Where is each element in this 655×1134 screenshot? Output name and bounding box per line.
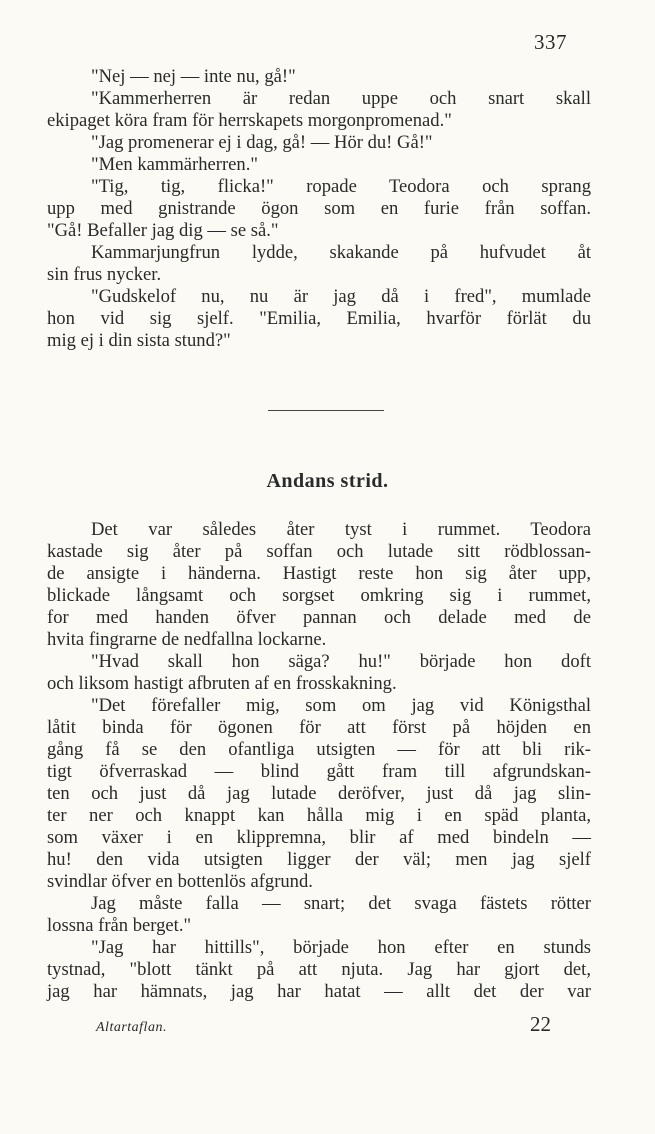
- text-line: Det var således åter tyst i rummet. Teodora: [91, 519, 591, 540]
- text-line: for med handen öfver pannan och delade med de: [47, 607, 591, 628]
- section-title: Andans strid.: [266, 470, 389, 492]
- text-line: "Gudskelof nu, nu är jag då i fred", mumlade: [91, 286, 591, 307]
- text-line: Kammarjungfrun lydde, skakande på hufvudet åt: [91, 242, 591, 263]
- text-line: tystnad, "blott tänkt på att njuta. Jag har gjort det,: [47, 959, 591, 980]
- text-line: hvita fingrarne de nedfallna lockarne.: [47, 629, 327, 650]
- text-line: ter ner och knappt kan hålla mig i en späd planta,: [47, 805, 591, 826]
- text-line: hu! den vida utsigten ligger der väl; men jag sjelf: [47, 849, 591, 870]
- text-line: och liksom hastigt afbruten af en frosskakning.: [47, 673, 397, 694]
- text-line: mig ej i din sista stund?": [47, 330, 231, 351]
- text-line: låtit binda för ögonen för att först på höjden en: [47, 717, 591, 738]
- footer-sheet-number: 22: [530, 1012, 551, 1036]
- text-line: tigt öfverraskad — blind gått fram till afgrundskan-: [47, 761, 591, 782]
- text-line: "Men kammärherren.": [91, 154, 258, 175]
- text-line: "Nej — nej — inte nu, gå!": [91, 66, 296, 87]
- text-line: svindlar öfver en bottenlös afgrund.: [47, 871, 313, 892]
- text-line: jag har hämnats, jag har hatat — allt det der var: [47, 981, 591, 1002]
- text-line: kastade sig åter på soffan och lutade sitt rödblossan-: [47, 541, 591, 562]
- text-line: upp med gnistrande ögon som en furie från soffan.: [47, 198, 591, 219]
- page-number: 337: [534, 30, 567, 54]
- text-line: gång få se den ofantliga utsigten — för att bli rik-: [47, 739, 591, 760]
- text-line: blickade långsamt och sorgset omkring sig i rummet,: [47, 585, 591, 606]
- text-line: "Gå! Befaller jag dig — se så.": [47, 220, 279, 241]
- section-divider: [268, 410, 384, 411]
- text-line: Jag måste falla — snart; det svaga fästets rötter: [91, 893, 591, 914]
- text-line: "Det förefaller mig, som om jag vid Königsthal: [91, 695, 591, 716]
- text-line: sin frus nycker.: [47, 264, 162, 285]
- text-line: "Hvad skall hon säga? hu!" började hon doft: [91, 651, 591, 672]
- text-block-dialogue: [47, 66, 591, 352]
- text-line: "Jag promenerar ej i dag, gå! — Hör du! Gå!": [91, 132, 433, 153]
- text-line: "Kammerherren är redan uppe och snart skall: [91, 88, 591, 109]
- text-line: de ansigte i händerna. Hastigt reste hon sig åter upp,: [47, 563, 591, 584]
- text-line: som växer i en klippremna, blir af med bindeln —: [47, 827, 591, 848]
- text-block-section: [47, 519, 591, 1003]
- text-line: lossna från berget.": [47, 915, 192, 936]
- text-line: "Tig, tig, flicka!" ropade Teodora och sprang: [91, 176, 591, 197]
- text-line: ten och just då jag lutade deröfver, just då jag slin-: [47, 783, 591, 804]
- text-line: ekipaget köra fram för herrskapets morgonpromenad.": [47, 110, 452, 131]
- text-line: hon vid sig sjelf. "Emilia, Emilia, hvarför förlät du: [47, 308, 591, 329]
- footer-signature: Altartaflan.: [96, 1020, 167, 1035]
- text-line: "Jag har hittills", började hon efter en stunds: [91, 937, 591, 958]
